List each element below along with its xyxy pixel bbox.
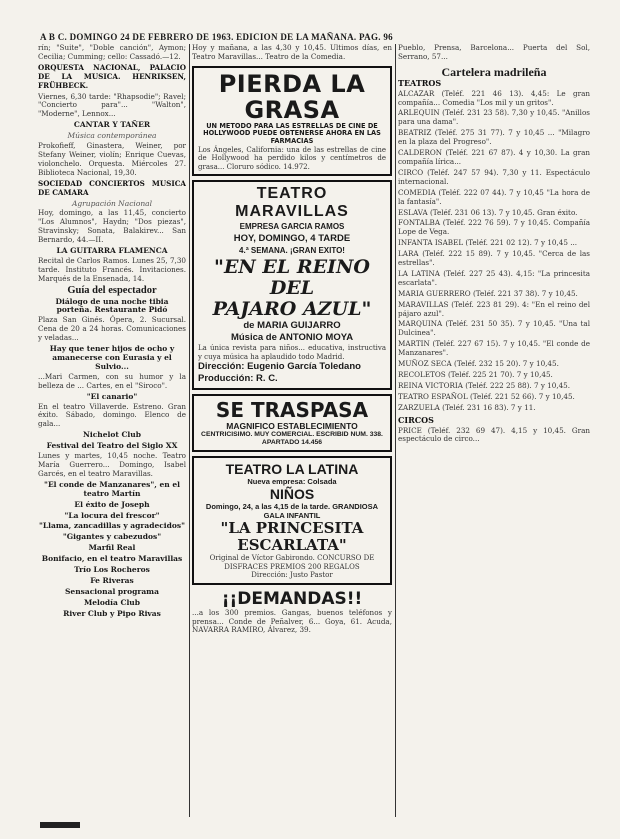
section-subheading: "La locura del frescor" — [64, 510, 160, 520]
section-subheading: Trío Los Rocheros — [74, 565, 150, 575]
text-paragraph: Pueblo, Prensa, Barcelona... Puerta del Sol, Serrano, 57... — [398, 44, 590, 61]
listing-entry: CALDERON (Teléf. 221 67 87). 4 y 10,30. La gran compañía lírica... — [398, 148, 590, 166]
listing-entry: REINA VICTORIA (Teléf. 222 25 88). 7 y 10,45. — [398, 380, 571, 390]
listing-entry: RECOLETOS (Teléf. 225 21 70). 7 y 10,45. — [398, 370, 553, 379]
section-heading: ORQUESTA NACIONAL, PALACIO DE LA MUSICA. HENRIKSEN, FRÜHBECK. — [38, 62, 186, 90]
guia-subtitle: Diálogo de una noche tibia porteña. Restaurante Pidó — [55, 296, 169, 315]
column-middle — [192, 44, 392, 821]
column-right — [398, 44, 590, 821]
ad-pierda-la-grasa — [192, 66, 392, 176]
section-subheading: Bonifacio, en el teatro Maravillas — [41, 554, 183, 564]
listing-entry: INFANTA ISABEL (Teléf. 221 02 12). 7 y 10,45 ... — [398, 238, 578, 248]
listing-entry: LA LATINA (Teléf. 227 25 43). 4,15: "La princesita escarlata". — [398, 268, 590, 287]
listing-entry: BEATRIZ (Teléf. 275 31 77). 7 y 10,45 ... "Milagro en la plaza del Progreso". — [398, 128, 590, 147]
ad-direction: Dirección: Eugenio García Toledano — [198, 361, 361, 373]
ad-production: Producción: R. C. — [198, 373, 278, 385]
listing-entry: CIRCO (Teléf. 247 57 94). 7,30 y 11. Espectáculo internacional. — [398, 167, 590, 186]
text-paragraph: Hoy y mañana, a las 4,30 y 10,45. Últimos días, en Teatro Maravillas... Teatro de la Comedia. — [192, 44, 392, 61]
text-paragraph: Prokofieff, Ginastera, Weiner, por Stefany Weiner, violín; Enrique Cuevas, violonchelo. Orquesta. Miércoles 27. Biblioteca Nacional, 19,30. — [38, 141, 186, 177]
section-subheading: El éxito de Joseph — [74, 499, 150, 509]
ad-date: Domingo, 24, a las 4,15 de la tarde. GRANDIOSA GALA INFANTIL — [205, 502, 379, 521]
ad-date: HOY, DOMINGO, 4 TARDE — [233, 233, 351, 245]
text-paragraph: PRICE (Teléf. 232 69 47). 4,15 y 10,45. Gran espectáculo de circo... — [398, 425, 590, 444]
ad-se-traspasa — [192, 394, 392, 452]
ad-teatro-maravillas — [192, 180, 392, 390]
circos-heading: CIRCOS — [398, 414, 434, 425]
listing-entry: ESLAVA (Teléf. 231 06 13). 7 y 10,45. Gran éxito. — [398, 207, 578, 217]
section-subheading: "El canario" — [86, 391, 138, 401]
section-subheading: Música contemporánea — [67, 131, 157, 141]
listing-entry: COMEDIA (Teléf. 222 07 44). 7 y 10,45 "La hora de la fantasía". — [398, 187, 590, 206]
ad-semana: 4.ª SEMANA. ¡GRAN EXITO! — [239, 246, 345, 256]
text-paragraph: rín; "Suite", "Doble canción", Aymon; Cecilia; Cumming; cello: Cassadó.—12. — [38, 44, 186, 61]
guia-title: Guía del espectador — [67, 284, 157, 296]
ad-ninos: NIÑOS — [269, 486, 315, 503]
text-paragraph: ...a los 300 premios. Gangas, buenos teléfonos y prensa... Conde de Peñalver, 6... Goya, 61. Acuda, NAVARRA RAMIRO, Álvarez, 39. — [192, 607, 392, 635]
page-bottom-rule — [40, 822, 80, 828]
listing-entry: MUÑOZ SECA (Teléf. 232 15 20). 7 y 10,45. — [398, 359, 559, 369]
section-subheading: Fe Riveras — [90, 575, 134, 585]
section-subheading: River Club y Pipo Rivas — [63, 608, 161, 618]
listing-entry: ARLEQUIN (Teléf. 231 23 58). 7,30 y 10,45. "Anillos para una dama". — [398, 108, 590, 127]
ad-title: TEATRO MARAVILLAS — [235, 185, 349, 221]
section-subheading: Festival del Teatro del Siglo XX — [46, 441, 178, 451]
ad-title: PIERDA LA GRASA — [218, 69, 366, 124]
text-paragraph: Viernes, 6,30 tarde: "Rhapsodie"; Ravel; "Concierto para"... "Walton", "Moderne", Lennox... — [38, 91, 186, 119]
listing-entry: MARAVILLAS (Teléf. 223 81 29). 4: "En el reino del pájaro azul". — [398, 299, 590, 318]
section-subheading: "Llama, zancadillas y agradecidos" — [38, 521, 186, 531]
ad-author: de MARIA GUIJARRO — [243, 320, 341, 332]
listing-entry: MARQUINA (Teléf. 231 50 35). 7 y 10,45. "Una tal Dulcinea". — [398, 319, 590, 338]
section-heading: LA GUITARRA FLAMENCA — [56, 246, 168, 256]
ad-empresa: EMPRESA GARCIA RAMOS — [239, 222, 345, 232]
ad-direction: Dirección: Justo Pastor — [251, 571, 333, 580]
ad-teatro-la-latina — [192, 456, 392, 585]
cartelera-title: Cartelera madrileña — [441, 64, 547, 79]
column-divider — [189, 44, 190, 817]
ad-title: SE TRASPASA — [215, 398, 369, 423]
ad-body: Los Ángeles, California: una de las estrellas de cine de Hollywood ha perdido kilos y centímetros de grasa... Cloruro sódico. 14.972. — [198, 145, 386, 171]
column-left — [38, 44, 186, 821]
column-divider — [395, 44, 396, 817]
ad-body: La única revista para niños... educativa, instructiva y cuya música ha aplaudido todo Madrid. — [198, 344, 386, 361]
teatros-heading: TEATROS — [398, 77, 442, 88]
listing-entry: FONTALBA (Teléf. 222 76 59). 7 y 10,45. Compañía Lope de Vega. — [398, 218, 590, 237]
ad-empresa: Nueva empresa: Colsada — [247, 477, 337, 487]
section-subheading: Agrupación Nacional — [71, 198, 153, 208]
ad-headline: UN METODO PARA LAS ESTRELLAS DE CINE DE HOLLYWOOD PUEDE OBTENERSE AHORA EN LAS FARMACIAS — [203, 121, 381, 145]
ad-body: Original de Víctor Gabirondo. CONCURSO DE DISFRACES PREMIOS 200 REGALOS — [209, 554, 375, 571]
section-subheading: Sensacional programa — [65, 586, 159, 596]
listing-entry: MARTIN (Teléf. 227 67 15). 7 y 10,45. "El conde de Manzanares". — [398, 339, 590, 358]
listing-entry: TEATRO ESPAÑOL (Teléf. 221 52 66). 7 y 10,45. — [398, 391, 575, 401]
listing-entry: LARA (Teléf. 222 15 89). 7 y 10,45. "Cerca de las estrellas". — [398, 249, 590, 268]
section-heading: CANTAR Y TAÑER — [73, 120, 151, 130]
listing-entry: ALCAZAR (Teléf. 221 46 13). 4,45: Le gran compañía... Comedia "Los mil y un gritos". — [398, 88, 590, 107]
text-paragraph: Hoy, domingo, a las 11,45, concierto "Los Alumnos", Haydn; "Dos piezas", Stravinsky; Sonata, Balakirev... San Bernardo, 44.—II. — [38, 208, 186, 245]
text-paragraph: ...Mari Carmen, con su humor y la belleza de ... Cartes, en el "Siroco". — [38, 371, 186, 390]
ad-title: TEATRO LA LATINA — [225, 461, 359, 478]
listing-entry: ZARZUELA (Teléf. 231 16 83). 7 y 11. — [398, 402, 536, 412]
text-paragraph: Lunes y martes, 10,45 noche. Teatro María Guerrero... Domingo, Isabel Garcés, en el teatro Maravillas. — [38, 451, 186, 478]
section-subheading: Hay que tener hijos de ocho y amanecerse con Eurasia y el Sulvio... — [49, 344, 175, 371]
text-paragraph: En el teatro Villaverde. Estreno. Gran éxito. Sábado, domingo. Elenco de gala... — [38, 401, 186, 429]
ad-music: Música de ANTONIO MOYA — [230, 332, 354, 344]
section-heading: SOCIEDAD CONCIERTOS MUSICA DE CAMARA — [38, 178, 186, 197]
text-paragraph: Recital de Carlos Ramos. Lunes 25, 7,30 tarde. Instituto Francés. Invitaciones. Marqués de la Ensenada, 14. — [38, 255, 186, 283]
section-subheading: Nichelot Club — [83, 430, 141, 440]
section-subheading: Marfil Real — [88, 543, 136, 553]
section-subheading: "El conde de Manzanares", en el teatro Martín — [44, 479, 180, 498]
listings — [398, 90, 590, 413]
page-header: A B C. DOMINGO 24 DE FEBRERO DE 1963. EDICION DE LA MAÑANA. PAG. 96 — [40, 32, 393, 42]
listing-entry: MARIA GUERRERO (Teléf. 221 37 38). 7 y 10,45. — [398, 288, 578, 298]
ad-show-title: PAJARO AZUL" — [212, 298, 372, 321]
ad-show-title: "LA PRINCESITA — [220, 519, 364, 538]
ad-line: MAGNIFICO ESTABLECIMIENTO — [226, 421, 358, 432]
ad-show-title: ESCARLATA" — [237, 536, 347, 555]
section-subheading: Melodía Club — [83, 597, 140, 607]
ad-line: CENTRICISIMO. MUY COMERCIAL. ESCRIBID NUM. 338. APARTADO 14.456 — [201, 431, 383, 447]
section-subheading: "Gigantes y cabezudos" — [62, 532, 162, 542]
ad-show-title: "EN EL REINO DEL — [214, 256, 370, 300]
demandas-title: ¡¡DEMANDAS!! — [221, 588, 363, 609]
text-paragraph: Plaza San Ginés. Ópera, 2. Sucursal. Cena de 20 a 24 horas. Comunicaciones y veladas... — [38, 315, 186, 343]
